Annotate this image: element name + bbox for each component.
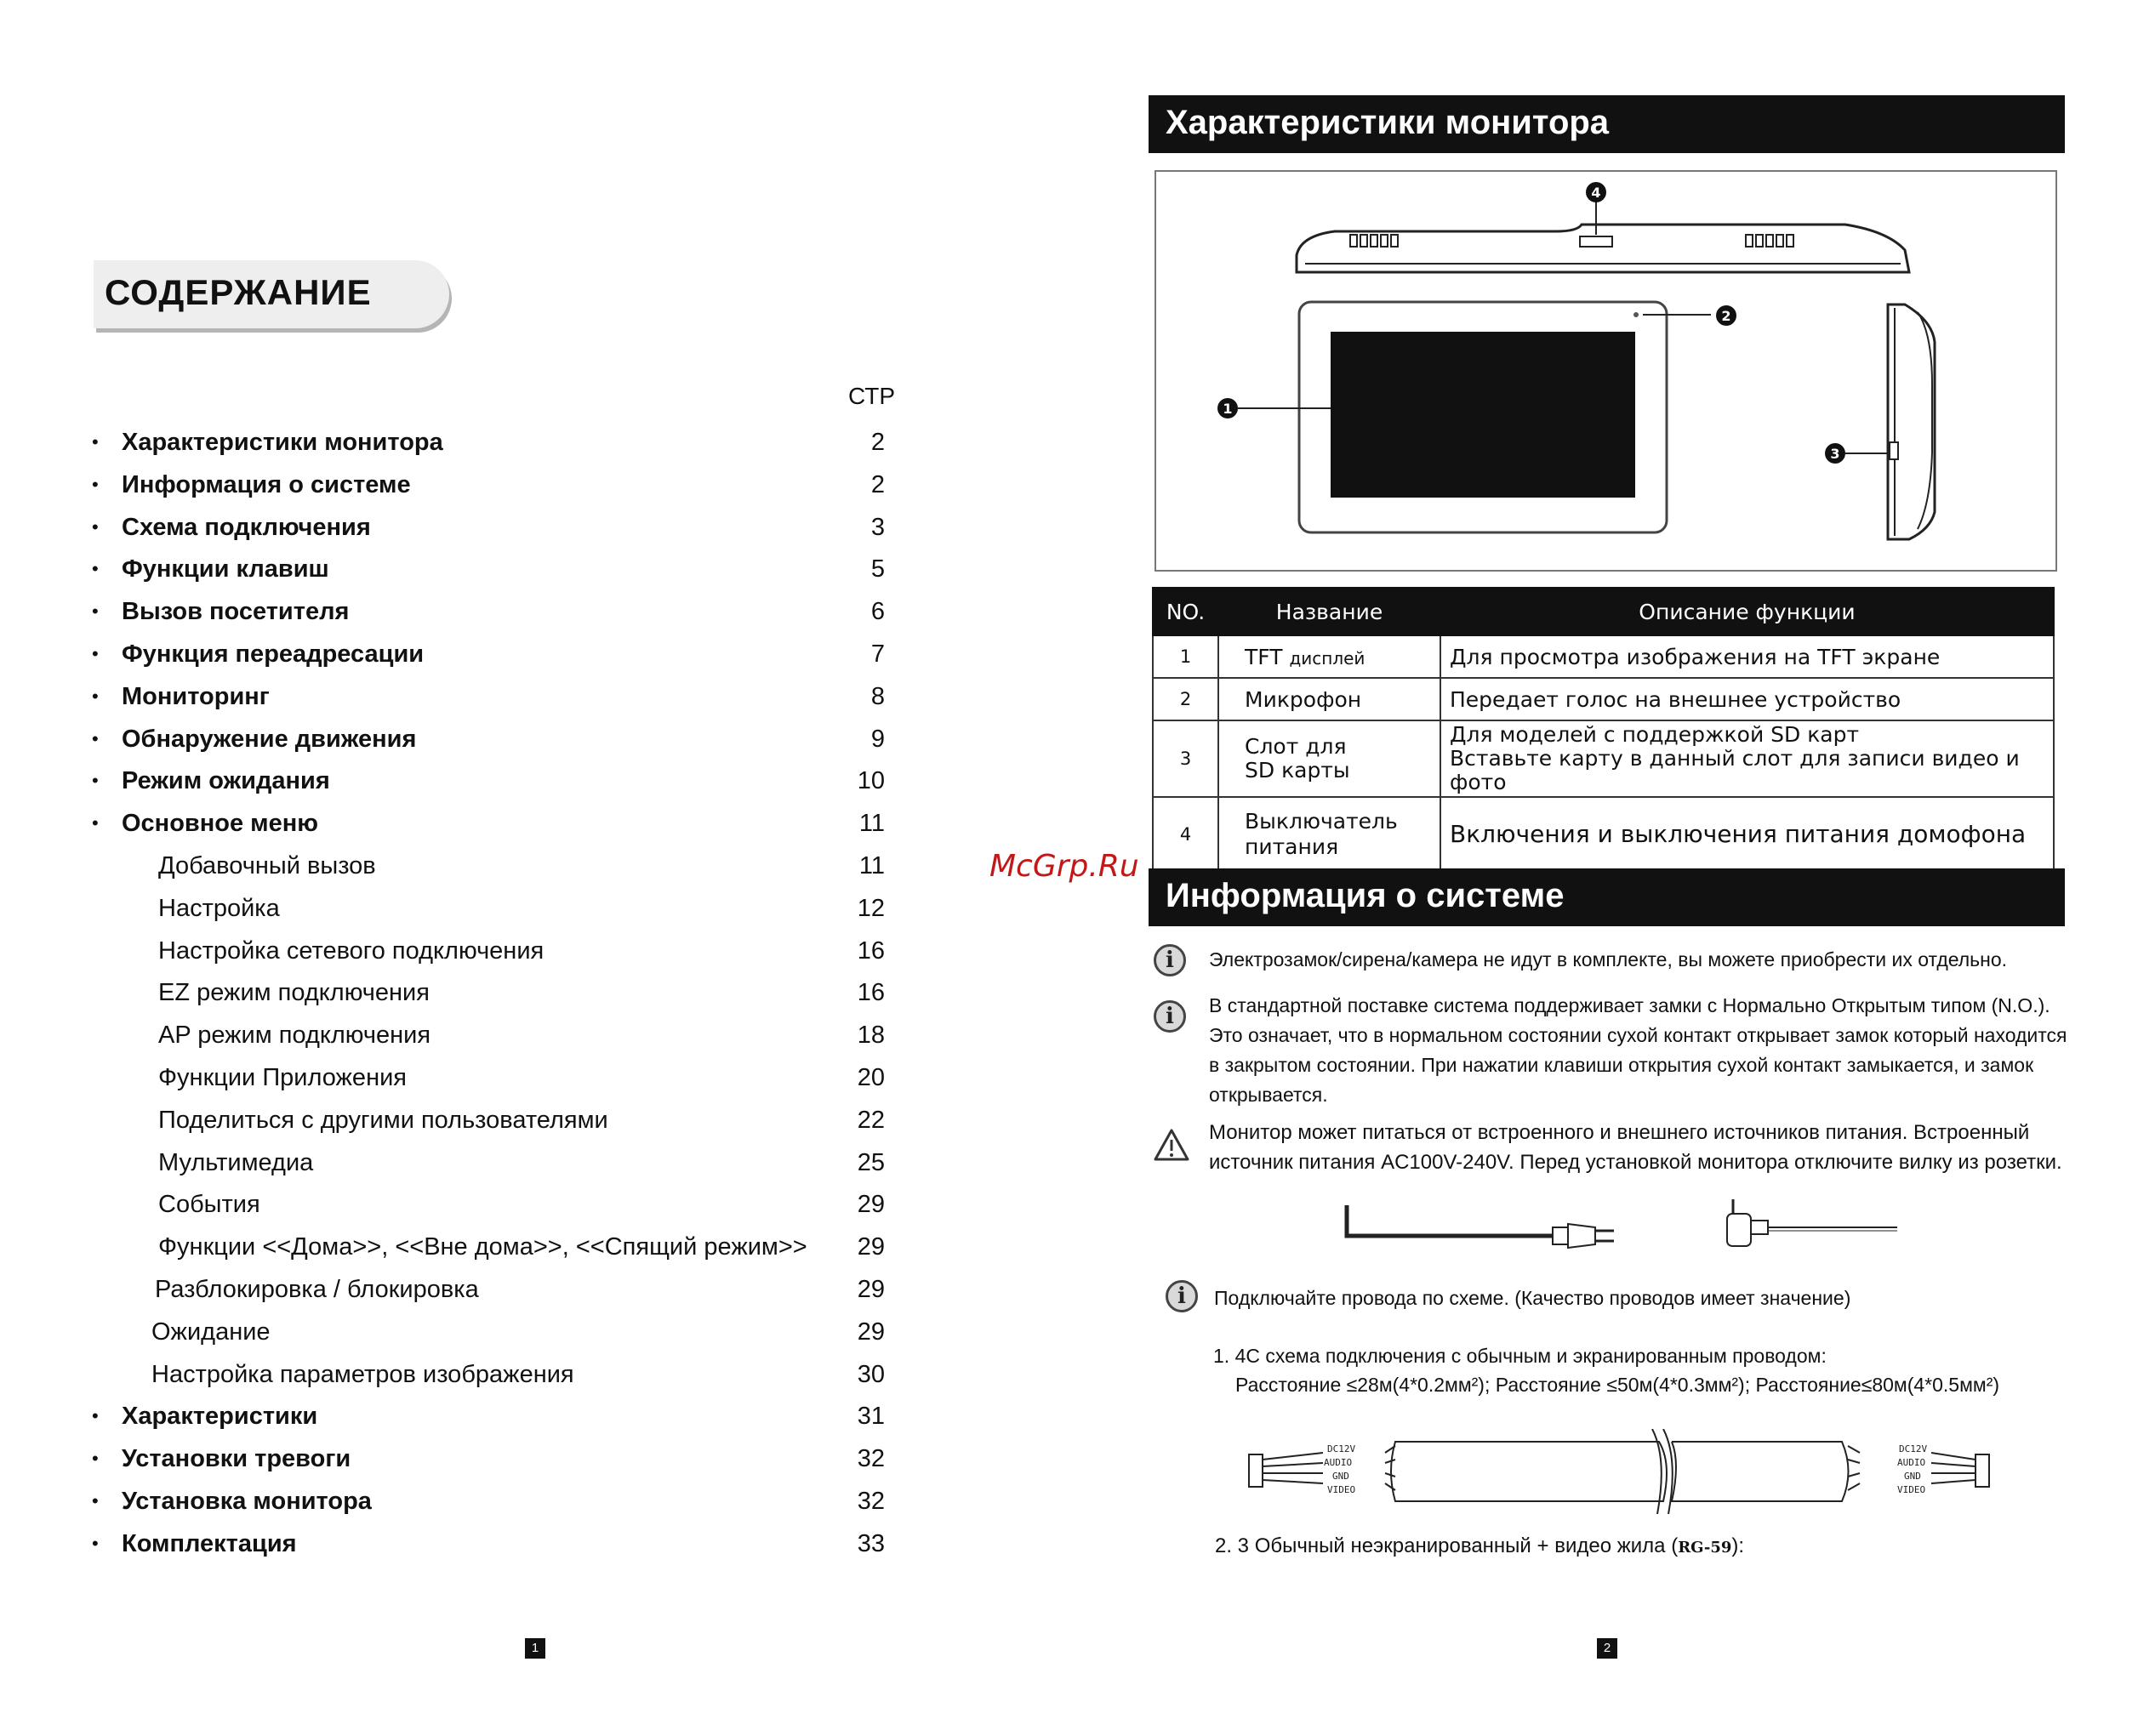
toc-entry-title: Разблокировка / блокировка bbox=[155, 1276, 479, 1303]
toc-entry bbox=[0, 1064, 902, 1098]
toc-entry-title: Режим ожидания bbox=[122, 767, 330, 795]
row-name bbox=[1218, 720, 1440, 797]
toc-entry-title: Поделиться с другими пользователями bbox=[158, 1106, 608, 1134]
row-name-main: Слот для bbox=[1245, 734, 1347, 759]
wiring-2-title bbox=[1215, 1534, 1744, 1558]
toc-entry-page: 33 bbox=[857, 1529, 885, 1557]
toc-entry-title: Настройка сетевого подключения bbox=[158, 936, 544, 965]
toc-entry-title: Характеристики монитора bbox=[122, 429, 443, 456]
toc-entry-title: Настройка bbox=[158, 894, 280, 922]
info-icon: i bbox=[1154, 1000, 1186, 1033]
toc-entry bbox=[0, 1233, 902, 1267]
row-name bbox=[1218, 635, 1440, 678]
row-name bbox=[1218, 797, 1440, 872]
toc-entry bbox=[0, 1361, 902, 1395]
toc-entry-page: 7 bbox=[870, 640, 885, 668]
info-icon: i bbox=[1154, 944, 1186, 976]
table-row bbox=[1153, 678, 2054, 720]
toc-entry-title: Установки тревоги bbox=[122, 1445, 351, 1473]
note-text: Это означает, что в нормальном состоянии сухой контакт открывает замок который находится bbox=[1209, 1024, 2067, 1046]
note-text: В стандартной поставке система поддерживает замки с Нормально Открытым типом (N.O.). bbox=[1209, 994, 2050, 1016]
monitor-illustration bbox=[1156, 172, 2055, 570]
table-row bbox=[1153, 635, 2054, 678]
row-name-second: питания bbox=[1245, 834, 1339, 859]
row-name: Микрофон bbox=[1218, 678, 1440, 720]
toc-entry-page: 6 bbox=[870, 598, 885, 626]
bullet-icon: • bbox=[92, 1448, 99, 1470]
toc-entry-page: 3 bbox=[870, 513, 885, 541]
toc-entry-title: Мультимедиа bbox=[158, 1148, 314, 1176]
toc-entry bbox=[0, 1149, 902, 1183]
row-no: 1 bbox=[1153, 635, 1218, 678]
toc-entry-title: Мониторинг bbox=[122, 682, 270, 710]
toc-entry-page: 30 bbox=[857, 1360, 885, 1388]
bullet-icon: • bbox=[92, 473, 99, 495]
bullet-icon: • bbox=[92, 558, 99, 580]
bullet-icon: • bbox=[92, 770, 99, 792]
toc-entry bbox=[0, 767, 902, 801]
note-text: Подключайте провода по схеме. (Качество проводов имеет значение) bbox=[1214, 1287, 1851, 1309]
toc-entry-page: 11 bbox=[858, 810, 885, 838]
toc-entry-page: 16 bbox=[857, 936, 885, 965]
toc-entry-page: 20 bbox=[857, 1064, 885, 1091]
toc-entry-title: Настройка параметров изображения bbox=[151, 1360, 574, 1388]
toc-entry-page: 29 bbox=[857, 1318, 885, 1346]
toc-entry-page: 18 bbox=[857, 1022, 885, 1050]
toc-entry bbox=[0, 1318, 902, 1352]
callout-4: 4 bbox=[1591, 185, 1601, 201]
section-title: Информация о системе bbox=[1166, 877, 1565, 914]
wiring-1-title: 1. 4C схема подключения с обычным и экранированным проводом: bbox=[1213, 1345, 1827, 1367]
toc-entry-page: 11 bbox=[858, 852, 885, 879]
row-desc: Передает голос на внешнее устройство bbox=[1440, 678, 2054, 720]
toc-entry-title: Вызов посетителя bbox=[122, 598, 350, 626]
row-desc: Включения и выключения питания домофона bbox=[1440, 797, 2054, 872]
toc-entry bbox=[0, 1403, 902, 1437]
toc-entry-title: Функции <<Дома>>, <<Вне дома>>, <<Спящий режим>> bbox=[158, 1233, 807, 1261]
bullet-icon: • bbox=[92, 515, 99, 538]
toc-entry bbox=[0, 640, 902, 674]
monitor-diagram bbox=[1155, 170, 2057, 572]
wiring-2-cable: RG-59 bbox=[1678, 1539, 1732, 1557]
toc-entry-page: 29 bbox=[857, 1233, 885, 1261]
row-name-main: TFT bbox=[1245, 644, 1283, 669]
toc-entry-title: Основное меню bbox=[122, 810, 319, 838]
toc-entry bbox=[0, 1445, 902, 1479]
toc-entry bbox=[0, 937, 902, 971]
note-text: Электрозамок/сирена/камера не идут в комплекте, вы можете приобрести их отдельно. bbox=[1209, 948, 2008, 970]
wire-label-video: VIDEO bbox=[1327, 1484, 1356, 1495]
callout-2: 2 bbox=[1721, 308, 1731, 324]
bullet-icon: • bbox=[92, 1490, 99, 1511]
bullet-icon: • bbox=[92, 643, 99, 664]
wire-label-dc12v: DC12V bbox=[1327, 1443, 1356, 1454]
wire-label-gnd: GND bbox=[1904, 1471, 1921, 1482]
section-title: Характеристики монитора bbox=[1166, 104, 1610, 141]
toc-entry-title: Обнаружение движения bbox=[122, 725, 417, 753]
wire-label-audio: AUDIO bbox=[1324, 1457, 1353, 1468]
callout-3: 3 bbox=[1830, 446, 1840, 462]
toc-entry-page: 32 bbox=[857, 1488, 885, 1515]
row-desc-line-1: Для моделей с поддержкой SD карт bbox=[1450, 722, 1860, 747]
toc-entry-title: Добавочный вызов bbox=[158, 852, 376, 879]
warning-icon bbox=[1153, 1128, 1190, 1162]
watermark: McGrp.Ru bbox=[989, 849, 1139, 884]
wire-label-video: VIDEO bbox=[1897, 1484, 1926, 1495]
toc-entry bbox=[0, 598, 902, 632]
spec-table bbox=[1152, 587, 2055, 873]
header-name: Название bbox=[1218, 588, 1440, 635]
wire-label-dc12v: DC12V bbox=[1899, 1443, 1928, 1454]
note-text: источник питания AC100V-240V. Перед установкой монитора отключите вилку из розетки. bbox=[1209, 1151, 2062, 1174]
page-number-left: 1 bbox=[525, 1638, 545, 1659]
toc-entry bbox=[0, 1488, 902, 1522]
header-desc: Описание функции bbox=[1440, 588, 2054, 635]
note-text: в закрытом состоянии. При нажатии клавиши открытия сухой контакт замыкается, и замок bbox=[1209, 1054, 2034, 1076]
toc-entry-page: 12 bbox=[857, 894, 885, 922]
bullet-icon: • bbox=[92, 685, 99, 707]
note-text: открывается. bbox=[1209, 1084, 1328, 1106]
toc-entry-page: 10 bbox=[857, 767, 885, 795]
bullet-icon: • bbox=[92, 727, 99, 749]
toc-entry-title: EZ режим подключения bbox=[158, 979, 430, 1007]
bullet-icon: • bbox=[92, 812, 99, 834]
bullet-icon: • bbox=[92, 1532, 99, 1554]
wire-label-audio: AUDIO bbox=[1897, 1457, 1926, 1468]
toc-entry bbox=[0, 1107, 902, 1141]
bullet-icon: • bbox=[92, 1405, 99, 1427]
toc-entry bbox=[0, 810, 902, 844]
wire-label-gnd: GND bbox=[1332, 1471, 1349, 1482]
toc-entry-page: 22 bbox=[857, 1106, 885, 1134]
toc-entry-page: 31 bbox=[857, 1403, 885, 1431]
toc-entry-title: AP режим подключения bbox=[158, 1022, 431, 1050]
toc-entry bbox=[0, 1530, 902, 1564]
toc-entry bbox=[0, 471, 902, 505]
toc-entry-title: Ожидание bbox=[151, 1318, 271, 1346]
row-desc-line-2: Вставьте карту в данный слот для записи видео и фото bbox=[1450, 746, 2020, 794]
info-icon: i bbox=[1166, 1280, 1198, 1312]
toc-entry-title: Характеристики bbox=[122, 1403, 318, 1431]
toc-entry-title: Информация о системе bbox=[122, 470, 411, 498]
row-name-main: Выключатель bbox=[1245, 809, 1398, 834]
toc-entry bbox=[0, 555, 902, 589]
toc-entry bbox=[0, 979, 902, 1013]
toc-entry bbox=[0, 514, 902, 548]
toc-entry bbox=[0, 683, 902, 717]
wiring-2-suffix: ): bbox=[1731, 1534, 1745, 1557]
row-name-small: дисплей bbox=[1289, 647, 1365, 669]
toc-entry-page: 9 bbox=[870, 725, 885, 753]
table-row bbox=[1153, 797, 2054, 872]
toc-entry-title: Установка монитора bbox=[122, 1488, 372, 1515]
bullet-icon: • bbox=[92, 600, 99, 623]
cable-diagram bbox=[1242, 1429, 2008, 1514]
toc-entry bbox=[0, 895, 902, 929]
toc-entry-page: 8 bbox=[870, 682, 885, 710]
section-header-monitor bbox=[1149, 95, 2065, 153]
toc-entry-title: Схема подключения bbox=[122, 513, 371, 541]
toc-entry bbox=[0, 852, 902, 886]
power-cord-illustration bbox=[1340, 1195, 1901, 1263]
wiring-1-distances: Расстояние ≤28м(4*0.2мм²); Расстояние ≤50м(4*0.3мм²); Расстояние≤80м(4*0.5мм²) bbox=[1235, 1374, 2000, 1396]
toc-entry-page: 29 bbox=[857, 1191, 885, 1219]
toc-entry-page: 2 bbox=[870, 470, 885, 498]
toc-entry-page: 32 bbox=[857, 1445, 885, 1473]
toc-entry bbox=[0, 726, 902, 760]
toc-entry-title: Функция переадресации bbox=[122, 640, 425, 668]
toc-entry bbox=[0, 429, 902, 463]
row-no: 4 bbox=[1153, 797, 1218, 872]
wiring-2-prefix: 2. 3 Обычный неэкранированный + видео жила ( bbox=[1215, 1534, 1679, 1557]
page-number-right: 2 bbox=[1597, 1638, 1617, 1659]
toc-entry-page: 25 bbox=[857, 1148, 885, 1176]
note-text: Монитор может питаться от встроенного и внешнего источников питания. Встроенный bbox=[1209, 1121, 2030, 1144]
header-no: NO. bbox=[1153, 588, 1218, 635]
toc-entry-page: 16 bbox=[857, 979, 885, 1007]
page-column-label: СТР bbox=[848, 383, 896, 409]
bullet-icon: • bbox=[92, 431, 99, 452]
row-desc bbox=[1440, 720, 2054, 797]
row-name-second: SD карты bbox=[1245, 758, 1350, 783]
toc-header bbox=[94, 260, 449, 328]
toc-entry-title: Функции клавиш bbox=[122, 555, 329, 583]
toc-entry-title: События bbox=[158, 1191, 260, 1219]
toc-entry bbox=[0, 1276, 902, 1310]
row-no: 2 bbox=[1153, 678, 1218, 720]
table-row bbox=[1153, 720, 2054, 797]
toc-title: СОДЕРЖАНИЕ bbox=[105, 272, 372, 312]
row-no: 3 bbox=[1153, 720, 1218, 797]
toc-entry-title: Функции Приложения bbox=[158, 1064, 407, 1091]
toc-entry-page: 29 bbox=[857, 1276, 885, 1303]
toc-entry-page: 2 bbox=[870, 429, 885, 456]
toc-entry bbox=[0, 1022, 902, 1056]
row-desc: Для просмотра изображения на TFT экране bbox=[1440, 635, 2054, 678]
section-header-system bbox=[1149, 868, 2065, 926]
toc-entry-page: 5 bbox=[870, 555, 885, 583]
toc-entry-title: Комплектация bbox=[122, 1529, 297, 1557]
toc-entry bbox=[0, 1191, 902, 1225]
callout-1: 1 bbox=[1223, 401, 1233, 417]
